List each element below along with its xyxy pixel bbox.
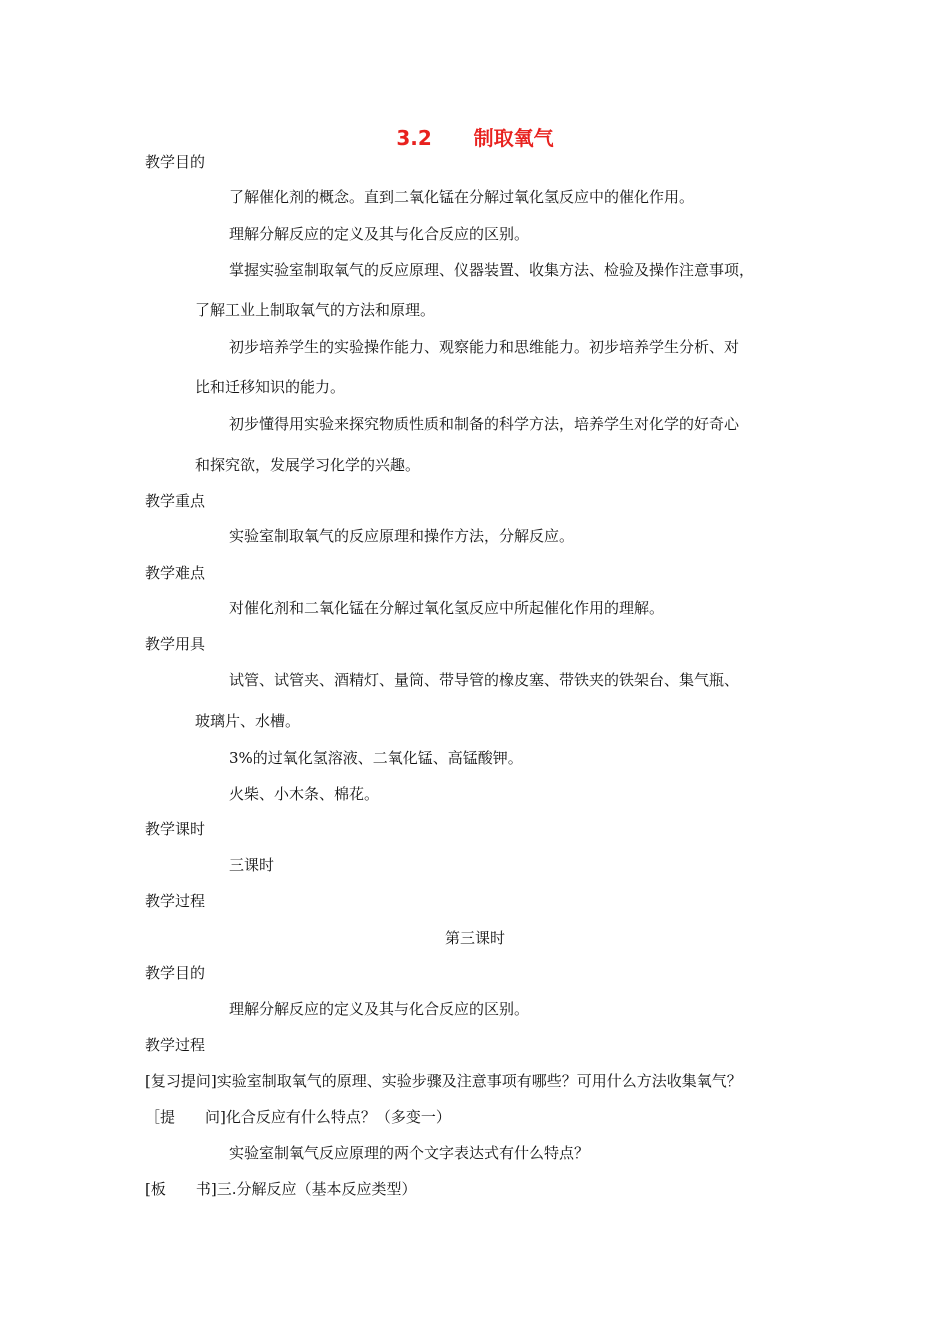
lesson-objectives-heading: 教学目的 (145, 964, 206, 982)
lesson-objective: 理解分解反应的定义及其与化合反应的区别。 (229, 1000, 530, 1018)
objectives-heading: 教学目的 (145, 153, 206, 171)
objective-5a: 初步懂得用实验来探究物质性质和制备的科学方法，培养学生对化学的好奇心 (229, 415, 740, 433)
tools-3: 火柴、小木条、棉花。 (229, 785, 380, 803)
difficulty: 对催化剂和二氧化锰在分解过氧化氢反应中所起催化作用的理解。 (229, 599, 665, 617)
lesson-process-heading: 教学过程 (145, 1036, 206, 1054)
tools-1a: 试管、试管夹、酒精灯、量筒、带导管的橡皮塞、带铁夹的铁架台、集气瓶、 (229, 671, 740, 689)
review-question: [复习提问]实验室制取氧气的原理、实验步骤及注意事项有哪些？可用什么方法收集氧气？ (145, 1072, 742, 1090)
objective-3b: 了解工业上制取氧气的方法和原理。 (195, 301, 436, 319)
objective-5b: 和探究欲，发展学习化学的兴趣。 (195, 456, 421, 474)
tools-heading: 教学用具 (145, 635, 206, 653)
objective-1: 了解催化剂的概念。直到二氧化锰在分解过氧化氢反应中的催化作用。 (229, 188, 695, 206)
page-title (0, 124, 950, 152)
title-text: 制取氧气 (473, 126, 554, 150)
objective-3a: 掌握实验室制取氧气的反应原理、仪器装置、收集方法、检验及操作注意事项， (229, 261, 755, 279)
hours: 三课时 (229, 856, 275, 874)
question: ［提 问]化合反应有什么特点？（多变一） (145, 1108, 451, 1126)
title-number: 3.2 (396, 126, 432, 150)
lesson-title: 第三课时 (444, 929, 505, 947)
key-points: 实验室制取氧气的反应原理和操作方法，分解反应。 (229, 527, 575, 545)
objective-4a: 初步培养学生的实验操作能力、观察能力和思维能力。初步培养学生分析、对 (229, 338, 740, 356)
question-2: 实验室制氧气反应原理的两个文字表达式有什么特点？ (229, 1144, 590, 1162)
board-note: [板 书]三.分解反应（基本反应类型） (145, 1180, 417, 1198)
objective-2: 理解分解反应的定义及其与化合反应的区别。 (229, 225, 530, 243)
difficulty-heading: 教学难点 (145, 564, 206, 582)
process-heading: 教学过程 (145, 892, 206, 910)
tools-1b: 玻璃片、水槽。 (195, 712, 301, 730)
key-points-heading: 教学重点 (145, 492, 206, 510)
tools-2: 3%的过氧化氢溶液、二氧化锰、高锰酸钾。 (229, 749, 523, 767)
hours-heading: 教学课时 (145, 820, 206, 838)
objective-4b: 比和迁移知识的能力。 (195, 378, 346, 396)
